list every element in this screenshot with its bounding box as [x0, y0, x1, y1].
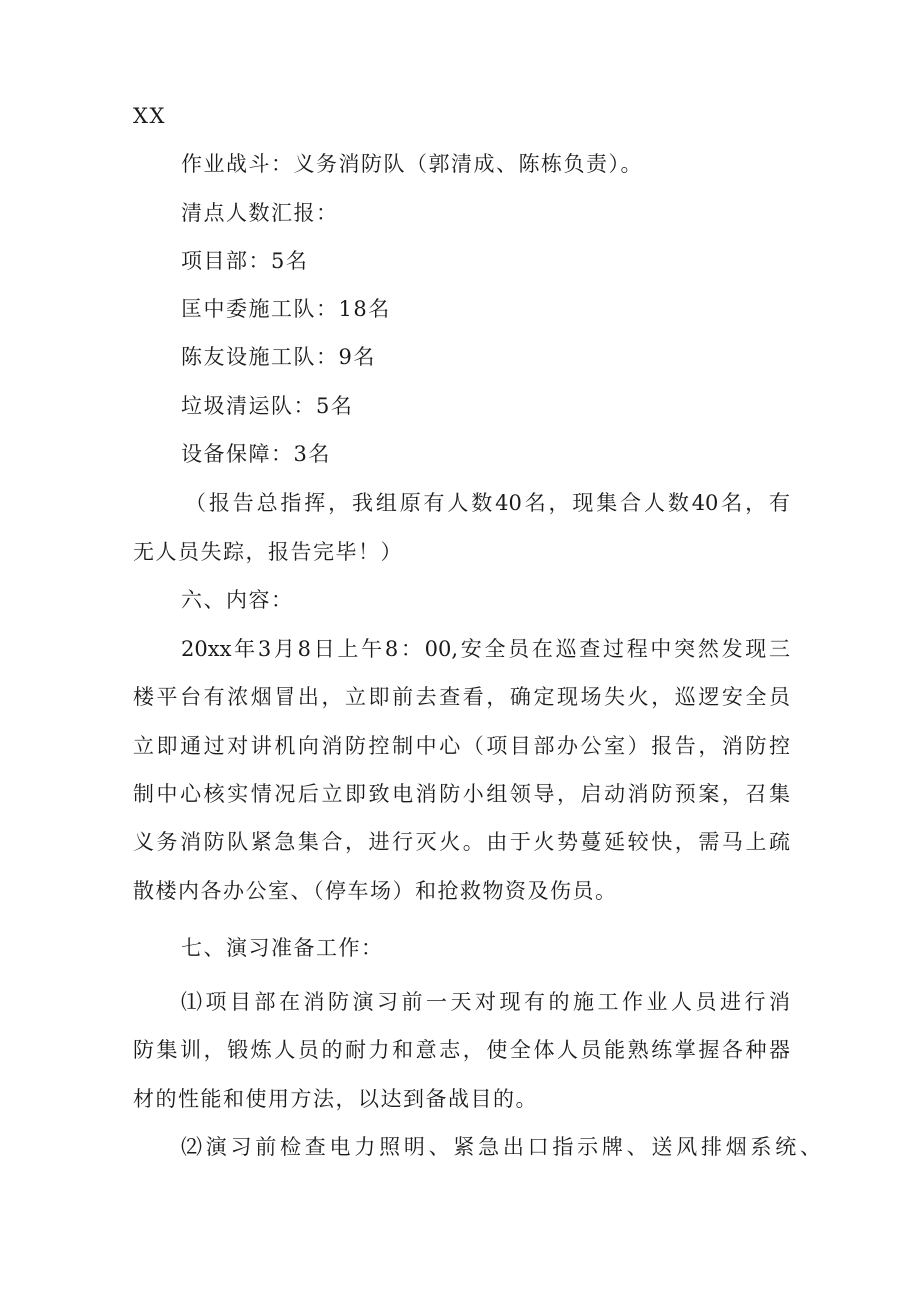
list-item: 陈友设施工队：9名	[181, 345, 376, 369]
paragraph-line: 20xx年3月8日上午8：00,安全员在巡查过程中突然发现三	[181, 637, 790, 661]
header-fragment: XX	[133, 104, 166, 128]
paragraph-line: 无人员失踪，报告完毕！）	[133, 540, 403, 564]
paragraph-line: ⑵演习前检查电力照明、紧急出口指示牌、送风排烟系统、	[181, 1135, 821, 1159]
paragraph-line: 防集训，锻炼人员的耐力和意志，使全体人员能熟练掌握各种器	[133, 1038, 790, 1062]
paragraph-line: ⑴项目部在消防演习前一天对现有的施工作业人员进行消	[181, 990, 790, 1014]
list-item: 项目部：5名	[181, 249, 309, 273]
paragraph-line: 材的性能和使用方法，以达到备战目的。	[133, 1087, 538, 1111]
paragraph-line: 楼平台有浓烟冒出，立即前去查看，确定现场失火，巡逻安全员	[133, 685, 790, 709]
section-heading: 清点人数汇报：	[181, 201, 339, 225]
section-heading: 六、内容：	[181, 588, 294, 612]
list-item: 垃圾清运队：5名	[181, 394, 354, 418]
paragraph-line: 制中心核实情况后立即致电消防小组领导，启动消防预案，召集	[133, 782, 790, 806]
paragraph-line: 立即通过对讲机向消防控制中心（项目部办公室）报告，消防控	[133, 734, 790, 758]
paragraph-line: 作业战斗：义务消防队（郭清成、陈栋负责）。	[181, 152, 643, 176]
paragraph-line: 散楼内各办公室、（停车场）和抢救物资及伤员。	[133, 879, 618, 903]
paragraph-line: （报告总指挥，我组原有人数40名，现集合人数40名，有	[185, 491, 790, 515]
list-item: 匡中委施工队：18名	[181, 297, 391, 321]
paragraph-line: 义务消防队紧急集合，进行灭火。由于火势蔓延较快，需马上疏	[133, 830, 790, 854]
list-item: 设备保障：3名	[181, 442, 331, 466]
section-heading: 七、演习准备工作：	[181, 936, 384, 960]
